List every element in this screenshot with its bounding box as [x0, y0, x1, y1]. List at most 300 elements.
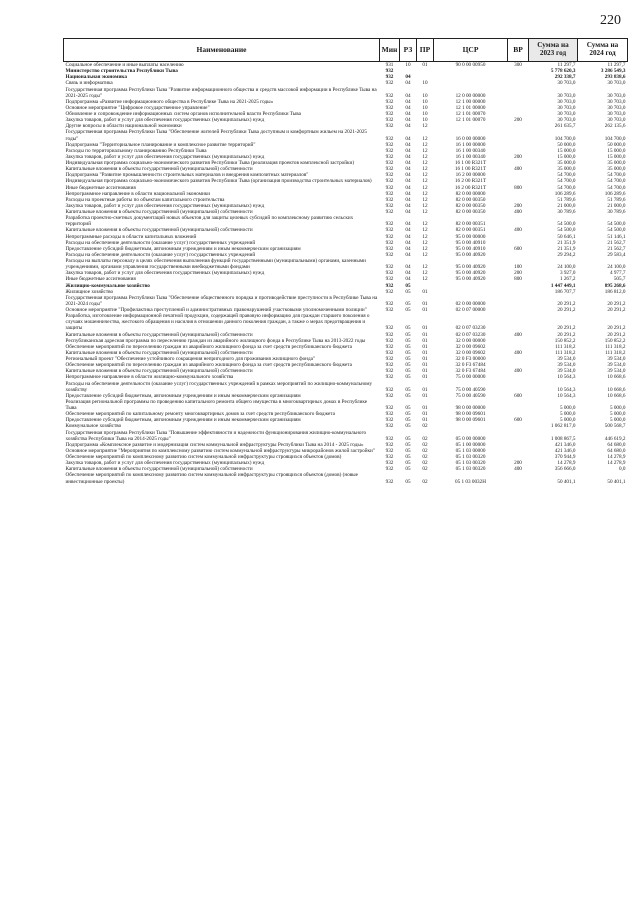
- row-sum-2024: 20 291,2: [607, 300, 626, 307]
- table-row: [64, 381, 628, 393]
- row-csr: 16 1 00 00340: [455, 147, 486, 154]
- row-rz: 05: [405, 325, 411, 332]
- row-min: 932: [385, 245, 394, 252]
- row-sum-2023: 39 534,0: [557, 356, 576, 362]
- row-sum-2024: 30 703,0: [607, 117, 626, 124]
- row-name: Подпрограмма «Развитие информационного общества в Республике Тыва на 2021-2025 годы»: [65, 98, 274, 105]
- row-sum-2024: 11 297,7: [607, 62, 626, 68]
- row-rz: 10: [405, 62, 411, 68]
- row-pr: 12: [422, 251, 428, 258]
- row-rz: 05: [405, 441, 411, 448]
- row-sum-2024: 446 619,2: [604, 435, 626, 442]
- row-vr: [508, 313, 529, 331]
- row-sum-2024: 10 668,6: [607, 392, 626, 399]
- row-csr: 98 0 00 00000: [455, 405, 486, 411]
- row-sum-2023: 54 700,0: [557, 172, 576, 179]
- row-name: Государственная программа Республики Тыва "Повышение эффективности и надежности функционирования жилищно-коммунального хозяйства Республики Тыва на 2014-2025 годы": [65, 429, 367, 442]
- row-pr: 01: [422, 386, 428, 393]
- row-min: 932: [385, 227, 394, 234]
- row-min: 932: [385, 184, 394, 191]
- row-min: 932: [385, 447, 394, 454]
- row-name: Социальное обеспечение и иные выплаты населению: [65, 62, 184, 68]
- row-name: Капитальные вложения в объекты государственной (муниципальной) собственности: [65, 166, 253, 173]
- row-name: Основное мероприятие "Цифровое государственное управление": [65, 104, 210, 111]
- row-min: 932: [385, 435, 394, 442]
- row-name: Жилищное хозяйство: [65, 288, 114, 295]
- row-sum-2023: 54 700,0: [557, 178, 576, 185]
- row-name: Иные бюджетные ассигнования: [65, 276, 136, 283]
- row-vr: 800: [514, 184, 522, 191]
- row-pr: 02: [422, 447, 428, 454]
- row-name: Основное мероприятие "Профилактика преступлений и административных правонарушений участковыми уполномоченными полиции": [65, 307, 367, 313]
- row-pr: 01: [422, 343, 428, 350]
- row-rz: 04: [405, 245, 411, 252]
- row-rz: 05: [405, 392, 411, 399]
- row-sum-2023: 30 703,0: [557, 98, 576, 105]
- row-min: 932: [385, 221, 394, 228]
- row-sum-2023: 292 338,7: [554, 74, 576, 81]
- row-name: Расходы на проектные работы по объектам капитального строительства: [65, 196, 225, 203]
- row-min: 932: [385, 405, 394, 411]
- row-sum-2024: 505,7: [613, 276, 626, 283]
- row-rz: 04: [405, 264, 411, 271]
- row-sum-2023: 30 703,0: [557, 92, 576, 99]
- row-sum-2023: 29 294,2: [557, 251, 576, 258]
- row-rz: 05: [405, 466, 411, 473]
- row-sum-2024: 104 700,0: [604, 135, 626, 142]
- row-csr: 95 0 00 40910: [455, 239, 486, 246]
- row-sum-2024: 895 268,6: [604, 282, 626, 289]
- row-sum-2024: 54 700,0: [607, 178, 626, 185]
- row-sum-2024: 64 680,0: [607, 441, 626, 448]
- row-csr: 82 0 00 00000: [455, 190, 486, 197]
- row-sum-2024: 30 703,0: [607, 111, 626, 117]
- row-csr: 02 0 07 03230: [455, 331, 486, 338]
- row-csr: 98 0 00 09601: [455, 417, 486, 424]
- row-pr: 12: [422, 196, 428, 203]
- row-min: 932: [385, 251, 394, 258]
- row-sum-2024: 21 562,7: [607, 245, 626, 252]
- row-pr: 01: [422, 392, 428, 399]
- row-min: 932: [385, 307, 394, 313]
- table-row: [64, 295, 628, 307]
- row-rz: 04: [405, 104, 411, 111]
- row-vr: 400: [514, 209, 522, 215]
- row-pr: 12: [422, 264, 428, 271]
- row-pr: 10: [422, 92, 428, 99]
- table-row: [64, 399, 628, 411]
- row-pr: 01: [422, 331, 428, 338]
- row-csr: 75 0 00 40590: [455, 392, 486, 399]
- row-min: 932: [385, 178, 394, 185]
- row-sum-2024: 10 668,6: [607, 374, 626, 381]
- row-min: 932: [385, 466, 394, 473]
- row-pr: 02: [422, 435, 428, 442]
- row-csr: 98 0 00 09601: [455, 411, 486, 418]
- row-rz: 05: [405, 478, 411, 485]
- row-sum-2023: 50 401,1: [557, 478, 576, 485]
- row-sum-2023: 186 707,7: [554, 288, 576, 295]
- row-rz: 05: [405, 460, 411, 467]
- row-name: Коммунальное хозяйство: [65, 423, 122, 430]
- row-csr: 82 0 00 00350: [455, 202, 486, 209]
- row-sum-2024: 14 278,9: [607, 460, 626, 467]
- row-vr: 600: [514, 417, 522, 424]
- row-vr: 400: [514, 227, 522, 234]
- row-csr: 05 1 03 00320: [455, 454, 486, 460]
- row-sum-2024: 20 291,2: [607, 307, 626, 313]
- row-rz: 04: [405, 147, 411, 154]
- table-row: [64, 129, 628, 141]
- row-name: Расходы на выплаты персоналу в целях обеспечения выполнения функций государственными (муниципальными) органами, казенными учреждениями, органами управления государственными внебюджетными фондами: [65, 258, 366, 271]
- row-sum-2024: 150 852,2: [604, 337, 626, 344]
- row-min: 932: [385, 190, 394, 197]
- row-sum-2023: 1 062 817,0: [550, 423, 576, 430]
- row-pr: 01: [422, 349, 428, 356]
- row-csr: 82 0 00 00351: [455, 221, 486, 228]
- row-sum-2023: 5 000,0: [559, 411, 576, 418]
- row-sum-2024: 51 146,1: [607, 233, 626, 240]
- row-min: 932: [385, 337, 394, 344]
- row-name: Связь и информатика: [65, 80, 113, 87]
- table-header-row: [64, 39, 628, 62]
- row-pr: 10: [422, 117, 428, 124]
- row-name: Подпрограмма "Развитие промышленности строительных материалов и внедрения композитных материалов": [65, 172, 309, 179]
- row-csr: 82 0 00 00350: [455, 196, 486, 203]
- row-sum-2023: 421 346,0: [554, 447, 576, 454]
- row-name: Другие вопросы в области национальной экономики: [65, 123, 182, 130]
- row-sum-2024: 5 000,0: [609, 411, 626, 418]
- row-name: Расходы на обеспечение деятельности (оказание услуг) государственных учреждений: [65, 251, 256, 258]
- row-min: 932: [385, 92, 394, 99]
- row-vr: 200: [514, 460, 522, 467]
- row-pr: 12: [422, 135, 428, 142]
- row-sum-2023: 54 500,0: [557, 227, 576, 234]
- row-pr: 02: [422, 423, 428, 430]
- row-rz: 04: [405, 190, 411, 197]
- row-csr: 05 1 03 0032H: [455, 478, 486, 485]
- row-sum-2023: 1 008 867,5: [550, 435, 576, 442]
- row-sum-2024: 30 789,6: [607, 209, 626, 215]
- row-vr: [508, 381, 529, 393]
- row-pr: 01: [422, 307, 428, 313]
- row-min: 932: [385, 282, 394, 289]
- row-rz: 05: [405, 405, 411, 411]
- row-sum-2024: 24 100,0: [607, 264, 626, 271]
- row-sum-2023: 35 000,0: [557, 160, 576, 166]
- row-name: Капитальные вложения в объекты государственной (муниципальной) собственности: [65, 227, 253, 234]
- row-rz: 05: [405, 307, 411, 313]
- row-sum-2024: 20 291,2: [607, 325, 626, 332]
- row-sum-2023: 150 852,2: [554, 337, 576, 344]
- row-min: 932: [385, 374, 394, 381]
- row-rz: 05: [405, 454, 411, 460]
- row-pr: 01: [422, 62, 428, 68]
- row-vr: 600: [514, 245, 522, 252]
- row-sum-2023: 54 700,0: [557, 184, 576, 191]
- row-sum-2023: 24 100,0: [557, 264, 576, 271]
- row-rz: 04: [405, 98, 411, 105]
- row-sum-2024: 39 534,0: [607, 362, 626, 369]
- row-min: 932: [385, 325, 394, 332]
- row-pr: 12: [422, 184, 428, 191]
- row-name: Министерство строительства Республики Тыва: [65, 68, 178, 75]
- row-vr: 200: [514, 202, 522, 209]
- row-min: 932: [385, 196, 394, 203]
- row-min: 932: [385, 368, 394, 375]
- row-rz: 04: [405, 172, 411, 179]
- row-name: Предоставление субсидий бюджетным, автономным учреждениям и иным некоммерческим организациям: [65, 417, 301, 424]
- row-pr: 01: [422, 288, 428, 295]
- row-sum-2024: 186 812,0: [604, 288, 626, 295]
- row-sum-2024: 293 838,6: [604, 74, 626, 81]
- row-pr: 12: [422, 178, 428, 185]
- row-min: 932: [385, 172, 394, 179]
- row-min: 932: [385, 331, 394, 338]
- row-name: Разработка проектно-сметных документаций новых объектов для защиты целевых субсидий по комплексному развитию сельских территорий: [65, 215, 354, 228]
- row-name: Разработка, изготовление информационной печатной продукции, содержащей правовую информацию для граждан старшего поколения о случаях мошенничества, жестокого обращения и насилия в отношении данного поколения граждан, а также о мерах предотвращения и защиты: [65, 313, 370, 332]
- row-rz: 05: [405, 411, 411, 418]
- row-sum-2023: 21 351,9: [557, 239, 576, 246]
- row-sum-2023: 3 927,0: [559, 270, 576, 277]
- row-min: 932: [385, 239, 394, 246]
- row-rz: 05: [405, 356, 411, 362]
- row-sum-2024: 15 000,0: [607, 153, 626, 160]
- row-csr: 95 0 00 40920: [455, 270, 486, 277]
- row-vr: 400: [514, 368, 522, 375]
- row-name: Индивидуальная программа социально-экономического развития Республики Тыва (организация производства строительных материалов): [65, 178, 372, 185]
- row-rz: 05: [405, 386, 411, 393]
- row-sum-2023: 10 564,3: [557, 392, 576, 399]
- row-sum-2024: 262 135,6: [604, 123, 626, 130]
- row-pr: 12: [422, 166, 428, 173]
- row-sum-2023: 5 778 620,3: [550, 68, 576, 75]
- row-csr: 32 0 F3 00000: [455, 356, 486, 362]
- row-name: Иные бюджетные ассигнования: [65, 184, 136, 191]
- row-csr: 95 0 00 40920: [455, 276, 486, 283]
- row-vr: 400: [514, 166, 522, 173]
- row-sum-2023: 20 291,2: [557, 307, 576, 313]
- row-vr: [508, 295, 529, 307]
- row-sum-2023: 370 944,9: [554, 454, 576, 460]
- row-rz: 04: [405, 160, 411, 166]
- row-rz: 05: [405, 337, 411, 344]
- row-sum-2023: 111 318,2: [555, 343, 576, 350]
- row-csr: 02 0 00 00000: [455, 300, 486, 307]
- row-name: Региональный проект "Обеспечение устойчивого сокращения непригодного для проживания жилищного фонда": [65, 356, 316, 362]
- row-rz: 04: [405, 153, 411, 160]
- row-min: 932: [385, 362, 394, 369]
- row-sum-2024: 50 000,0: [607, 141, 626, 148]
- row-min: 932: [385, 441, 394, 448]
- row-min: 932: [385, 417, 394, 424]
- row-rz: 05: [405, 423, 411, 430]
- row-rz: 04: [405, 233, 411, 240]
- row-csr: 16 2 00 R321T: [454, 178, 487, 185]
- row-sum-2024: 5 000,0: [609, 405, 626, 411]
- table-row: [64, 215, 628, 227]
- row-min: 932: [385, 117, 394, 124]
- row-csr: 12 0 00 00000: [455, 92, 486, 99]
- row-rz: 05: [405, 331, 411, 338]
- row-sum-2024: 106 289,6: [604, 190, 626, 197]
- row-sum-2024: 21 562,7: [607, 239, 626, 246]
- row-pr: 01: [422, 300, 428, 307]
- row-min: 932: [385, 349, 394, 356]
- row-rz: 04: [405, 117, 411, 124]
- row-name: Капитальные вложения в объекты государственной (муниципальной) собственности: [65, 466, 253, 473]
- header-csr: ЦСР: [434, 39, 508, 62]
- row-min: 932: [385, 74, 394, 81]
- row-sum-2024: 54 500,0: [607, 221, 626, 228]
- row-pr: 12: [422, 239, 428, 246]
- row-sum-2023: 10 564,3: [557, 386, 576, 393]
- row-csr: 75 0 00 00000: [455, 374, 486, 381]
- row-sum-2023: 14 278,9: [557, 460, 576, 467]
- row-sum-2023: 15 000,0: [557, 153, 576, 160]
- row-csr: 95 0 00 40920: [455, 251, 486, 258]
- row-name: Обновление и сопровождение информационных систем органов исполнительной власти Республики Тыва: [65, 111, 301, 117]
- row-min: 932: [385, 343, 394, 350]
- row-name: Капитальные вложения в объекты государственной (муниципальной) собственности: [65, 209, 253, 215]
- row-name: Расходы на обеспечение деятельности (оказание услуг) государственных учреждений: [65, 239, 256, 246]
- row-name: Закупка товаров, работ и услуг для обеспечения государственных (муниципальных) нужд: [65, 460, 265, 467]
- row-sum-2023: 50 000,0: [557, 141, 576, 148]
- row-sum-2024: 35 000,0: [607, 166, 626, 173]
- row-name: Государственная программа Республики Тыва "Обеспечение общественного порядка и противодействие преступности в Республике Тыва на 2021-2024 годы": [65, 294, 378, 307]
- row-sum-2024: 5 000,0: [609, 417, 626, 424]
- row-name: Закупка товаров, работ и услуг для обеспечения государственных (муниципальных) нужд: [65, 202, 265, 209]
- row-csr: 82 0 00 00351: [455, 227, 486, 234]
- row-sum-2024: 111 318,2: [605, 343, 626, 350]
- row-sum-2024: 54 700,0: [607, 172, 626, 179]
- row-vr: [508, 430, 529, 442]
- row-name: Национальная экономика: [65, 74, 127, 81]
- row-pr: 01: [422, 337, 428, 344]
- row-rz: 04: [405, 111, 411, 117]
- row-csr: 95 0 00 40920: [455, 264, 486, 271]
- row-csr: 32 0 00 09602: [455, 349, 486, 356]
- row-pr: 01: [422, 356, 428, 362]
- row-name: Расходы по территориальному планированию Республики Тыва: [65, 147, 207, 154]
- row-sum-2024: 3 286 549,3: [600, 68, 626, 75]
- row-csr: 95 0 00 40910: [455, 245, 486, 252]
- table-body: [64, 62, 628, 485]
- row-vr: 200: [514, 153, 522, 160]
- row-rz: 04: [405, 239, 411, 246]
- row-sum-2023: 261 635,7: [554, 123, 576, 130]
- header-min: Мин: [380, 39, 400, 62]
- row-min: 932: [385, 288, 394, 295]
- row-csr: 32 0 F3 67484: [455, 368, 486, 375]
- row-pr: 10: [422, 80, 428, 87]
- row-rz: 04: [405, 270, 411, 277]
- row-pr: 01: [422, 374, 428, 381]
- row-pr: 02: [422, 441, 428, 448]
- row-name: Обеспечение мероприятий по комплексному развитию систем коммунальной инфраструктуры строящихся объектов (домов) (новые инвестиционные проекты): [65, 472, 358, 485]
- row-sum-2024: 15 000,0: [607, 147, 626, 154]
- row-csr: 32 0 F3 67484: [455, 362, 486, 369]
- row-min: 932: [385, 411, 394, 418]
- row-min: 932: [385, 68, 394, 75]
- row-rz: 04: [405, 74, 411, 81]
- row-name: Непрограммное направление в области национальной экономики: [65, 190, 211, 197]
- row-rz: 05: [405, 362, 411, 369]
- row-pr: 01: [422, 405, 428, 411]
- row-sum-2023: 1 267,2: [559, 276, 576, 283]
- row-csr: 75 0 00 40590: [455, 386, 486, 393]
- row-rz: 04: [405, 221, 411, 228]
- row-csr: 16 1 00 R321T: [454, 160, 487, 166]
- row-name: Капитальные вложения в объекты государственной (муниципальной) собственности: [65, 331, 253, 338]
- row-sum-2023: 21 000,0: [557, 202, 576, 209]
- row-rz: 04: [405, 209, 411, 215]
- row-csr: 16 1 00 00340: [455, 153, 486, 160]
- row-min: 932: [385, 141, 394, 148]
- row-name: Капитальные вложения в объекты государственной (муниципальной) собственности: [65, 349, 253, 356]
- row-rz: 04: [405, 166, 411, 173]
- row-name: Обеспечение мероприятий по переселению граждан из аварийного жилищного фонда за счет средств республиканского бюджета: [65, 343, 352, 350]
- row-min: 932: [385, 300, 394, 307]
- row-sum-2023: 104 700,0: [554, 135, 576, 142]
- row-csr: 02 0 07 00000: [455, 307, 486, 313]
- row-pr: 12: [422, 233, 428, 240]
- row-sum-2023: 10 564,3: [557, 374, 576, 381]
- row-name: Закупка товаров, работ и услуг для обеспечения государственных (муниципальных) нужд: [65, 117, 265, 124]
- row-sum-2024: 54 500,0: [607, 227, 626, 234]
- row-sum-2024: 39 534,0: [607, 356, 626, 362]
- row-pr: 01: [422, 325, 428, 332]
- row-rz: 05: [405, 417, 411, 424]
- row-csr: 16 1 00 R321T: [454, 166, 487, 173]
- header-name: Наименование: [64, 39, 380, 62]
- row-min: 932: [385, 111, 394, 117]
- row-name: Государственная программа Республики Тыва "Обеспечение жителей Республики Тыва доступным и комфортным жильем на 2021-2025 годы": [65, 129, 368, 142]
- row-sum-2023: 11 297,7: [557, 62, 576, 68]
- row-name: Жилищно-коммунальное хозяйство: [65, 282, 150, 289]
- row-vr: [508, 129, 529, 141]
- row-sum-2024: 111 318,2: [605, 349, 626, 356]
- row-min: 932: [385, 80, 394, 87]
- row-sum-2024: 29 583,4: [607, 251, 626, 258]
- row-sum-2024: 21 000,0: [607, 202, 626, 209]
- row-min: 932: [385, 104, 394, 111]
- row-rz: 04: [405, 196, 411, 203]
- row-rz: 05: [405, 435, 411, 442]
- row-pr: 12: [422, 123, 428, 130]
- row-rz: 04: [405, 184, 411, 191]
- table-row: [64, 258, 628, 270]
- row-min: 932: [385, 98, 394, 105]
- row-pr: 10: [422, 104, 428, 111]
- row-sum-2023: 50 646,1: [557, 233, 576, 240]
- row-sum-2023: 421 346,0: [554, 441, 576, 448]
- row-name: Расходы на обеспечение деятельности (оказание услуг) государственных учреждений в рамках мероприятий по жилищно-коммунальному хозяйству: [65, 380, 373, 393]
- row-name: Капитальные вложения в объекты государственной (муниципальной) собственности: [65, 368, 253, 375]
- row-sum-2023: 1 447 449,1: [550, 282, 576, 289]
- row-sum-2024: 39 534,0: [607, 368, 626, 375]
- row-sum-2024: 30 703,0: [607, 92, 626, 99]
- row-sum-2023: 54 500,0: [557, 221, 576, 228]
- header-sum-2024: Сумма на 2024 год: [578, 39, 628, 62]
- row-csr: 90 0 00 00950: [455, 62, 486, 68]
- row-rz: 04: [405, 251, 411, 258]
- row-sum-2023: 39 534,0: [557, 368, 576, 375]
- row-pr: 12: [422, 147, 428, 154]
- row-csr: 05 1 03 00320: [455, 460, 486, 467]
- row-rz: 05: [405, 343, 411, 350]
- row-name: Закупка товаров, работ и услуг для обеспечения государственных (муниципальных) нужд: [65, 270, 265, 277]
